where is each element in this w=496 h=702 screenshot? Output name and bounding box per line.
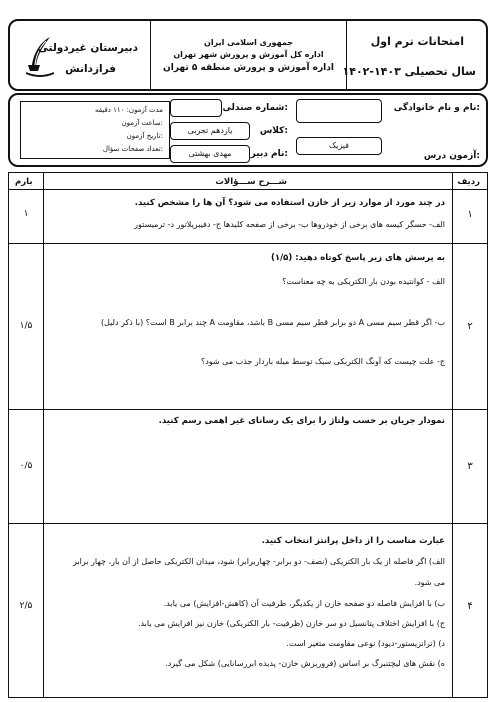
school-panel <box>10 21 150 89</box>
school-year: سال تحصیلی ۱۴۰۳-۱۴۰۲ <box>342 65 476 78</box>
seat-label: شماره صندلی: <box>222 103 288 113</box>
school-type: دبیرستان غیردولتی <box>37 42 138 54</box>
question-text: عبارت مناسب را از داخل پرانتز انتخاب کنید. <box>261 536 445 546</box>
question-text: در چند مورد از موارد زیر از خازن استفاده می شود؟ آن ها را مشخص کنید. <box>134 198 445 208</box>
republic-title: جمهوری اسلامی ایران <box>204 38 293 47</box>
school-name: فرازدانش <box>65 63 116 75</box>
ministry-panel <box>150 21 346 89</box>
class-field: یازدهم تجربی <box>170 122 250 140</box>
questions-table <box>8 172 488 698</box>
class-label: کلاس: <box>259 126 288 136</box>
subject-label: آزمون درس: <box>423 151 480 161</box>
question-text: الف) اگر فاصله از یک بار الکتریکی (نصف- دو برابر- چهاربرابر) شود، میدان الکتریکی حاصل از آن بار، چهار برابر <box>72 557 445 566</box>
question-score: ۲/۵ <box>19 601 33 611</box>
exam-header <box>8 19 488 91</box>
question-text: نمودار جریان بر حسب ولتاژ را برای یک رسانای غیر اهمی رسم کنید. <box>158 416 445 426</box>
question-text: ج) با افزایش اختلاف پتانسیل دو سر خازن (ظرفیت- بار الکتریکی) خازن نیز افزایش می یابد. <box>137 619 445 628</box>
question-text: الف- حسگر کیسه های برخی از خودروها ب- برخی از صفحه کلیدها ج- دفیبریلاتور د- ترمیستور <box>134 220 445 229</box>
question-number: ۳ <box>467 461 473 472</box>
exam-details-box <box>20 101 170 159</box>
question-text: د) (ترانزیستور-دیود) نوعی مقاومت متغیر است. <box>286 639 445 648</box>
district-office: اداره آموزش و پرورش منطقه ۵ تهران <box>163 63 334 73</box>
exam-time: ساعت آزمون: <box>121 119 163 127</box>
teacher-label: نام دبیر: <box>250 149 288 159</box>
exam-date: تاریخ آزمون: <box>126 132 163 140</box>
question-text: می شود. <box>414 578 445 587</box>
city-office: اداره کل آموزش و پرورش شهر تهران <box>173 50 324 59</box>
question-text: ب) با افزایش فاصله دو صفحه خازن از یکدیگر، ظرفیت آن (کاهش-افزایش) می یابد. <box>163 599 445 608</box>
question-text: ج- علت چیست که آونگ الکتریکی سبک توسط میله باردار جذب می شود؟ <box>200 357 445 366</box>
exam-duration: مدت آزمون: ۱۱۰ دقیقه <box>94 106 163 114</box>
subject-field: فیزیک <box>296 137 382 155</box>
question-text: ه) نقش های لیچتنبرگ بر اساس (فروریزش خازن- پدیده ابررسانایی) شکل می گیرد. <box>165 659 445 668</box>
question-number: ۲ <box>467 321 473 332</box>
col-header-row: ردیف <box>457 177 480 187</box>
page-count: تعداد صفحات سؤال: <box>102 145 163 153</box>
question-text: ب- اگر قطر سیم مسی A دو برابر قطر سیم مسی B باشد، مقاومت A چند برابر B است؟ (با ذکر دلیل) <box>100 318 445 327</box>
question-score: ۰/۵ <box>19 461 33 471</box>
question-number: ۱ <box>467 209 473 220</box>
name-label: نام و نام خانوادگی: <box>393 103 480 113</box>
question-text: الف - کوانتیده بودن بار الکتریکی به چه معناست؟ <box>282 277 445 286</box>
col-header-description: شـــرح ســـؤالات <box>215 177 287 187</box>
student-info <box>8 93 488 167</box>
question-text: به پرسش های زیر پاسخ کوتاه دهید: (۱/۵) <box>271 253 445 263</box>
question-number: ۴ <box>467 601 473 612</box>
exam-term-panel <box>342 21 486 89</box>
exam-term-title: امتحانات ترم اول <box>370 35 464 48</box>
question-score: ۱ <box>23 209 29 219</box>
seat-field[interactable] <box>170 99 222 117</box>
question-score: ۱/۵ <box>19 321 33 331</box>
col-header-score: بارم <box>15 177 33 187</box>
name-field[interactable] <box>296 99 382 123</box>
teacher-field: مهدی بهشتی <box>170 145 250 163</box>
